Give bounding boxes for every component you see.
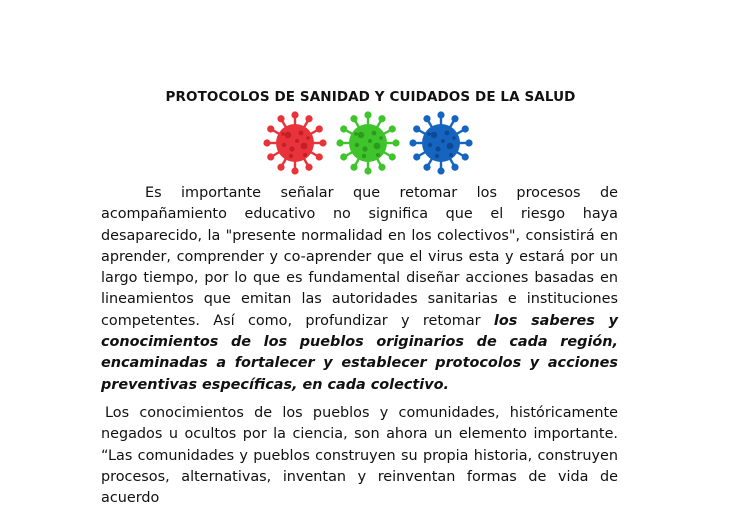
red-virus-icon (262, 110, 328, 176)
paragraph-2-text: Los conocimientos de los pueblos y comunidades, históricamente negados u ocultos por la ciencia, son ahora un elemento importante. “Las comunidades y pueblos construyen su propia historia, construyen procesos, alternativas, inventan y reinventan formas de vida de acuerdo (101, 405, 618, 507)
paragraph-1 (101, 183, 618, 396)
paragraph-1-text: Es importante señalar que retomar los procesos de acompañamiento educativo no significa que el riesgo haya desaparecido, la "presente normalidad en los colectivos", consistirá en aprender, comprender y co-aprender que el virus esta y estará por un largo tiempo, por lo que es fundamental diseñar acciones basadas en lineamientos que emitan las autoridades sanitarias e instituciones competentes. Así como, profundizar y retomar (101, 185, 618, 329)
green-virus-icon (335, 110, 401, 176)
paragraph-1-emphasis: los saberes y conocimientos de los pueblos originarios de cada región, encaminadas a fortalecer y establecer protocolos y acciones preventivas específicas, en cada colectivo. (101, 312, 619, 393)
blue-virus-icon (408, 110, 474, 176)
paragraph-2 (101, 403, 618, 509)
virus-icons-row (262, 110, 482, 180)
document-title: PROTOCOLOS DE SANIDAD Y CUIDADOS DE LA SALUD (165, 89, 576, 105)
